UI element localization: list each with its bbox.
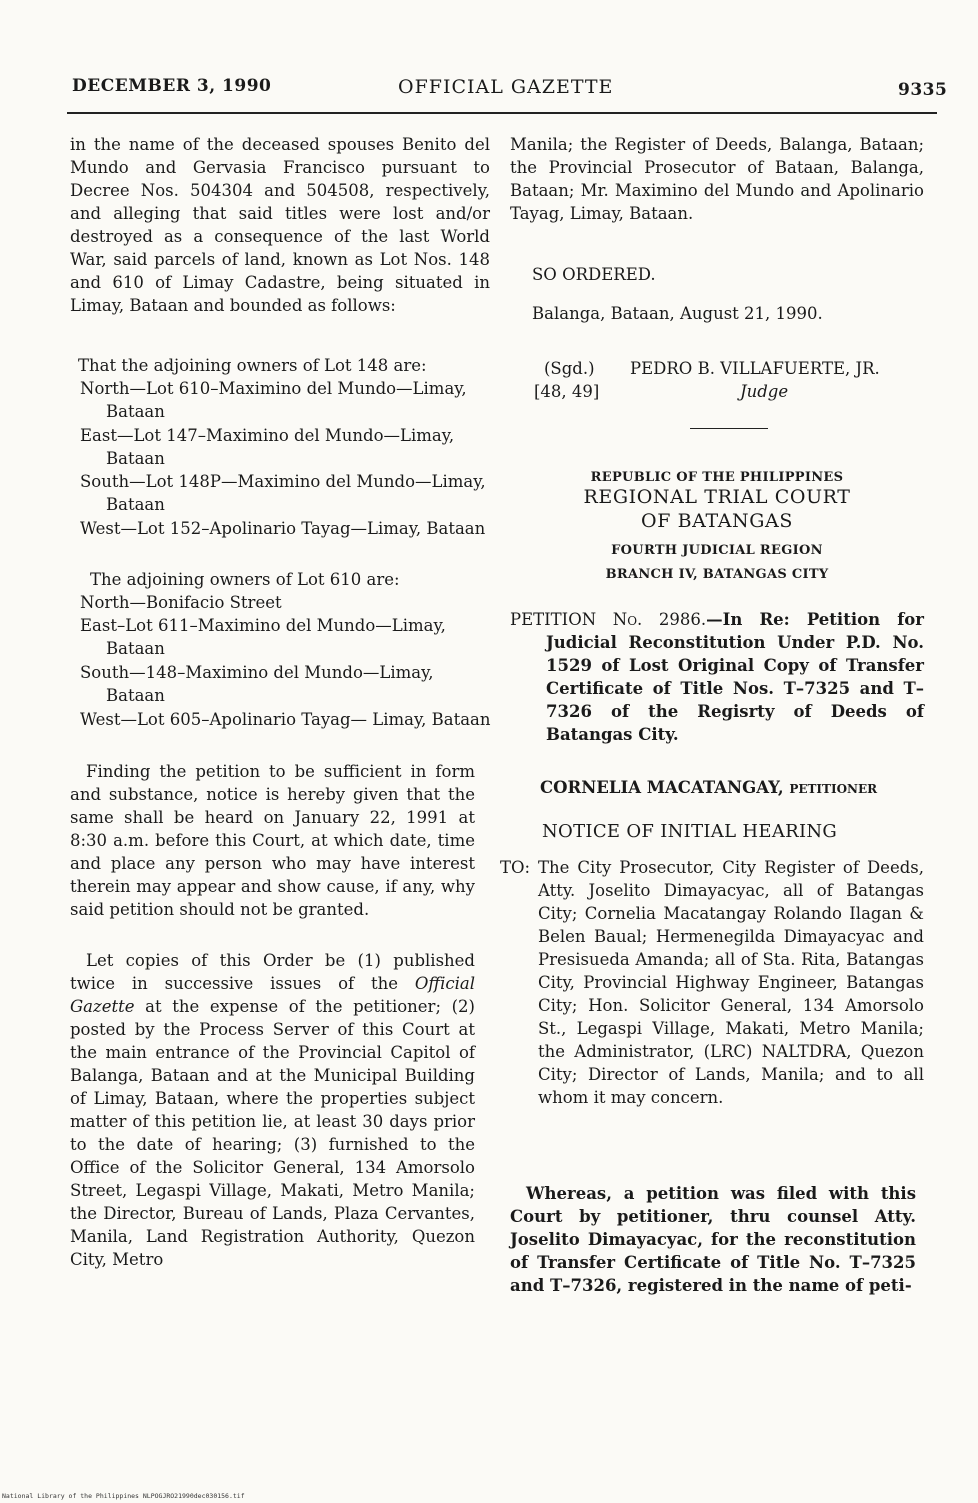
signed-mark: (Sgd.): [544, 359, 595, 378]
page-number: 9335: [898, 80, 948, 100]
header-date: DECEMBER 3, 1990: [72, 76, 272, 96]
scan-footer: National Library of the Philippines NLPOGJRO21990dec030156.tif: [2, 1492, 245, 1500]
whereas-paragraph: Whereas, a petition was filed with this Court by petitioner, thru counsel Atty. Joselito Dimayacyac, for the reconstitution of Transfer Certificate of Title No. T–7325 and T–7326, registered in the name of peti-: [510, 1184, 916, 1295]
petition-caption: [510, 608, 924, 746]
lot610-boundary-north: North—Bonifacio Street: [80, 593, 282, 612]
copies-gazette: Official Gazette: [70, 974, 475, 1016]
lot148-boundary-east: East—Lot 147–Maximino del Mundo—Limay, Bataan: [80, 426, 455, 468]
judge-title: Judge: [740, 382, 789, 401]
notice-recipients: The City Prosecutor, City Register of Deeds, Atty. Joselito Dimayacyac, all of Batangas City; Cornelia Macatangay Rolando Ilagan & Belen Baual; Hermenegilda Dimayacyac and Presisueda Amanda; all of Sta. Rita, Batangas City, Provincial Highway Engineer, Batangas City; Hon. Solicitor General, 134 Amorsolo St., Legaspi Village, Makati, Metro Manila; the Administrator, (LRC) NALTDRA, Quezon City; Director of Lands, Manila; and to all whom it may concern.: [538, 858, 924, 1107]
judge-name: PEDRO B. VILLAFUERTE, JR.: [630, 359, 880, 378]
issue-reference: [48, 49]: [534, 382, 600, 401]
court-region: FOURTH JUDICIAL REGION: [611, 543, 823, 558]
place-date: Balanga, Bataan, August 21, 1990.: [532, 304, 823, 323]
header-rule: [67, 112, 937, 114]
finding-paragraph: Finding the petition to be sufficient in form and substance, notice is hereby given that the same shall be heard on January 22, 1991 at 8:30 a.m. before this Court, at which date, time and place any person who may have interest therein may appear and show cause, if any, why said petition should not be granted.: [70, 762, 475, 919]
to-label: TO:: [500, 858, 531, 877]
lot610-heading: The adjoining owners of Lot 610 are:: [90, 570, 400, 589]
lot610-boundary-south: South—148–Maximino del Mundo—Limay, Bataan: [80, 663, 434, 705]
copies-text-a: Let copies of this Order be (1) published twice in successive issues of the: [70, 951, 475, 993]
lot148-boundary-west: West—Lot 152–Apolinario Tayag—Limay, Bataan: [80, 519, 486, 538]
section-divider: [690, 428, 768, 429]
court-republic: REPUBLIC OF THE PHILIPPINES: [590, 470, 844, 485]
petition-text: —In Re: Petition for Judicial Reconstitution Under P.D. No. 1529 of Lost Original Copy of Transfer Certificate of Title Nos. T–7325 and T–7326 of the Regisrty of Deeds of Batangas City.: [546, 610, 924, 744]
lot610-boundary-west: West—Lot 605–Apolinario Tayag— Limay, Bataan: [80, 710, 491, 729]
petitioner-line: CORNELIA MACATANGAY, petitioner: [540, 778, 878, 797]
copies-paragraph: [70, 949, 475, 1271]
lot148-boundary-south: South—Lot 148P—Maximino del Mundo—Limay, Bataan: [80, 472, 486, 514]
header-title: OFFICIAL GAZETTE: [398, 76, 614, 98]
petition-label: PETITION No. 2986.: [510, 610, 707, 629]
copies-text-b: at the expense of the petitioner; (2) posted by the Process Server of this Court at the main entrance of the Provincial Capitol of Balanga, Bataan and at the Municipal Building of Limay, Bataan, where the properties subject matter of this petition lie, at least 30 days prior to the date of hearing; (3) furnished to the Office of the Solicitor General, 134 Amorsolo Street, Legaspi Village, Makati, Metro Manila; the Director, Bureau of Lands, Plaza Cervantes, Manila, Land Registration Authority, Quezon City, Metro: [70, 997, 475, 1269]
court-province: OF BATANGAS: [641, 510, 793, 532]
lot148-heading: That the adjoining owners of Lot 148 are:: [78, 356, 427, 375]
court-branch: BRANCH IV, BATANGAS CITY: [605, 567, 829, 582]
notice-title: NOTICE OF INITIAL HEARING: [542, 821, 838, 842]
intro-paragraph: in the name of the deceased spouses Benito del Mundo and Gervasia Francisco pursuant to Decree Nos. 504304 and 504508, respectively, and alleging that said titles were lost and/or destroyed as a consequence of the last World War, said parcels of land, known as Lot Nos. 148 and 610 of Limay Cadastre, being situated in Limay, Bataan and bounded as follows:: [70, 135, 490, 315]
lot148-boundary-north: North—Lot 610–Maximino del Mundo—Limay, Bataan: [80, 379, 467, 421]
lot610-boundary-east: East–Lot 611–Maximino del Mundo—Limay, Bataan: [80, 616, 446, 658]
court-name: REGIONAL TRIAL COURT: [583, 486, 851, 508]
order-continuation: Manila; the Register of Deeds, Balanga, Bataan; the Provincial Prosecutor of Bataan, Balanga, Bataan; Mr. Maximino del Mundo and Apolinario Tayag, Limay, Bataan.: [510, 135, 924, 223]
so-ordered: SO ORDERED.: [532, 265, 656, 284]
